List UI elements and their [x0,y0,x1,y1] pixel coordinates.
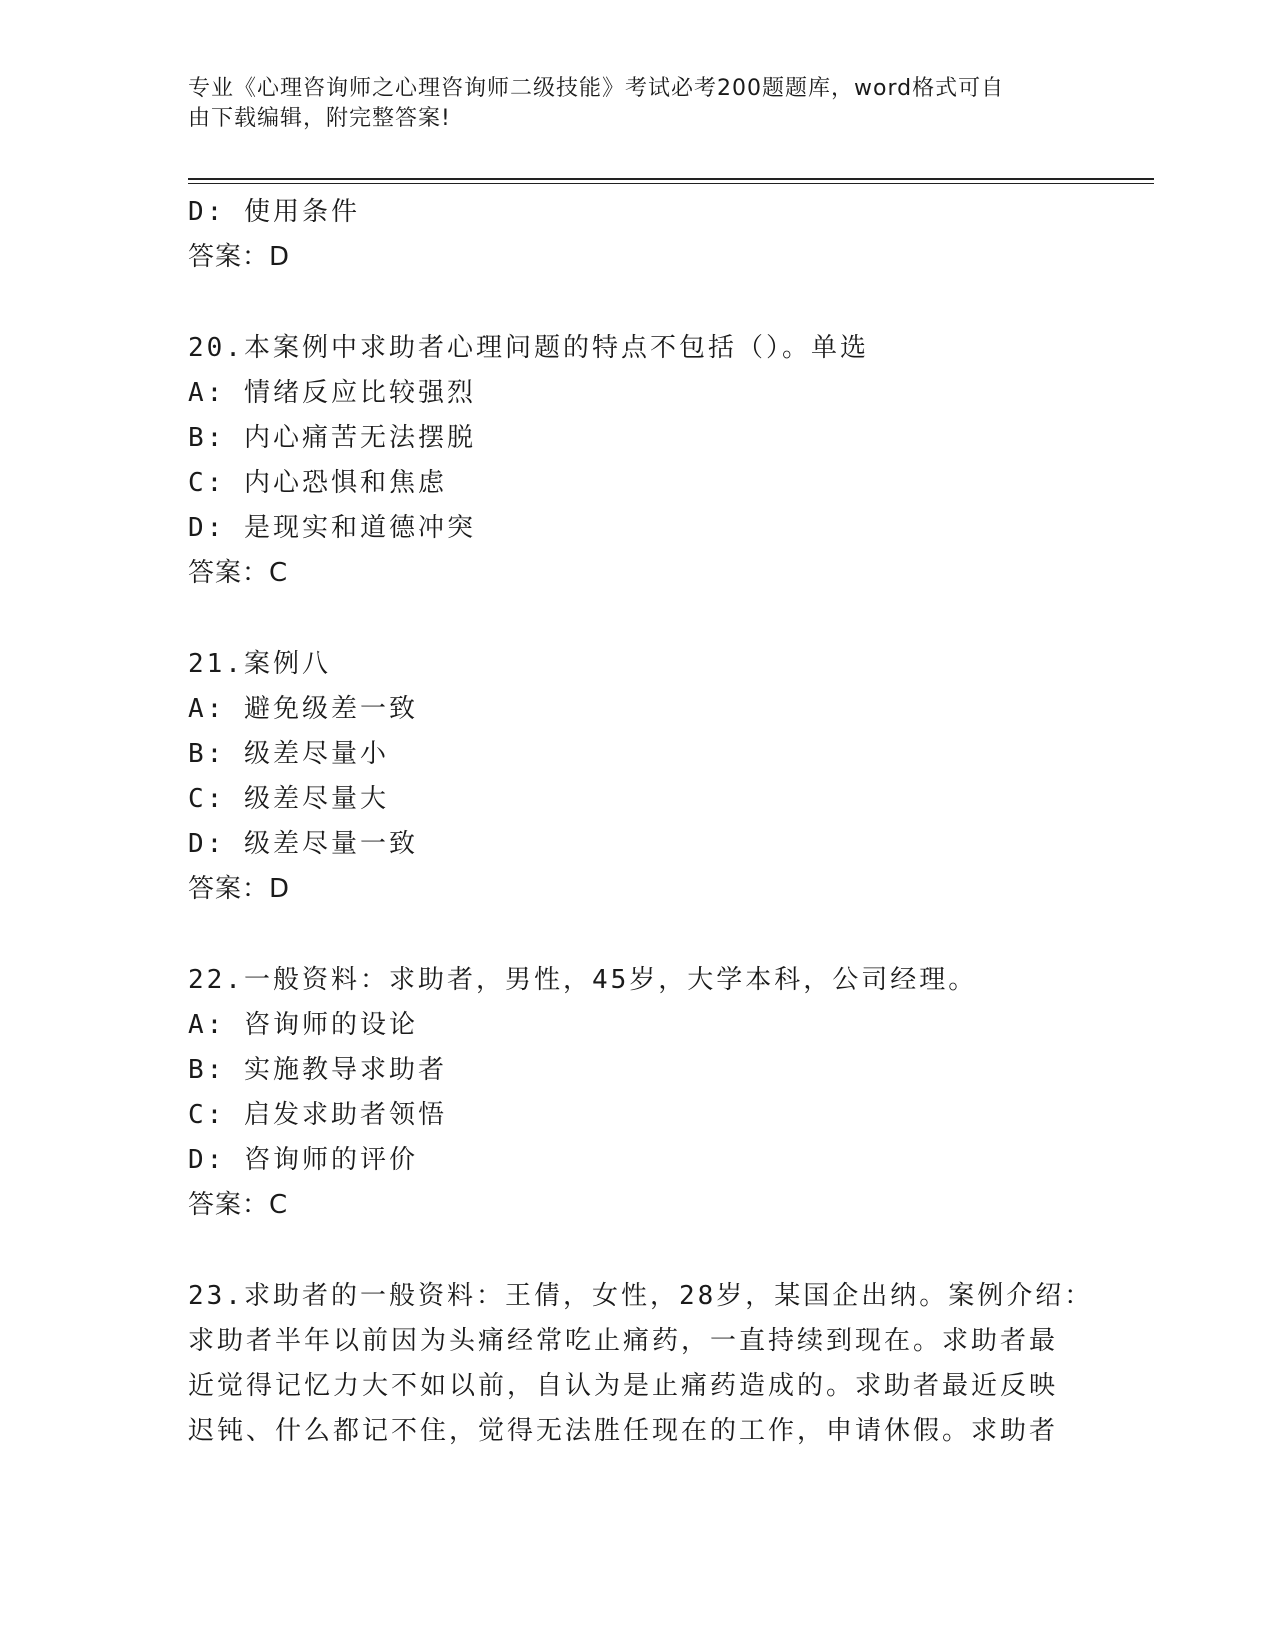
option-d: D: 级差尽量一致 [188,829,418,859]
option-c: C: 启发求助者领悟 [188,1100,447,1130]
option-a: A: 情绪反应比较强烈 [188,378,476,408]
option-a: A: 咨询师的设论 [188,1010,418,1040]
answer-line: 答案：C [188,1190,289,1220]
question-block-23 [188,1274,1094,1454]
question-stem: 20.本案例中求助者心理问题的特点不包括（）。单选 [188,333,869,363]
question-stem: 22.一般资料：求助者，男性，45岁，大学本科，公司经理。 [188,965,978,995]
option-a: A: 避免级差一致 [188,694,418,724]
document-header [188,74,1068,134]
paragraph-line: 迟钝、什么都记不住，觉得无法胜任现在的工作，申请休假。求助者 [188,1416,1059,1446]
paragraph-line: 近觉得记忆力大不如以前，自认为是止痛药造成的。求助者最近反映 [188,1371,1059,1401]
spacer [188,596,1068,642]
question-content [188,190,1094,1454]
paragraph-line: 求助者半年以前因为头痛经常吃止痛药，一直持续到现在。求助者最 [188,1326,1059,1356]
question-block-20 [188,326,1068,596]
option-c: C: 内心恐惧和焦虑 [188,468,447,498]
paragraph-line: 23.求助者的一般资料：王倩，女性，28岁，某国企出纳。案例介绍： [188,1281,1094,1311]
spacer [188,1228,1068,1274]
header-rule-thick [188,178,1154,180]
option-c: C: 级差尽量大 [188,784,389,814]
q19-answer: 答案：D [188,242,291,272]
header-line-1: 专业《心理咨询师之心理咨询师二级技能》考试必考200题题库，word格式可自 [188,76,1005,101]
question-stem: 21.案例八 [188,649,331,679]
option-b: B: 内心痛苦无法摆脱 [188,423,476,453]
option-d: D: 咨询师的评价 [188,1145,418,1175]
question-block-21 [188,642,1068,912]
option-b: B: 级差尽量小 [188,739,389,769]
option-d: D: 是现实和道德冲突 [188,513,476,543]
header-line-2: 由下载编辑，附完整答案! [188,106,451,131]
spacer [188,912,1068,958]
answer-line: 答案：C [188,558,289,588]
question-block-22 [188,958,1068,1228]
spacer [188,280,1068,326]
q19-option-d: D: 使用条件 [188,197,360,227]
answer-line: 答案：D [188,874,291,904]
option-b: B: 实施教导求助者 [188,1055,447,1085]
header-rule-thin [188,183,1154,184]
